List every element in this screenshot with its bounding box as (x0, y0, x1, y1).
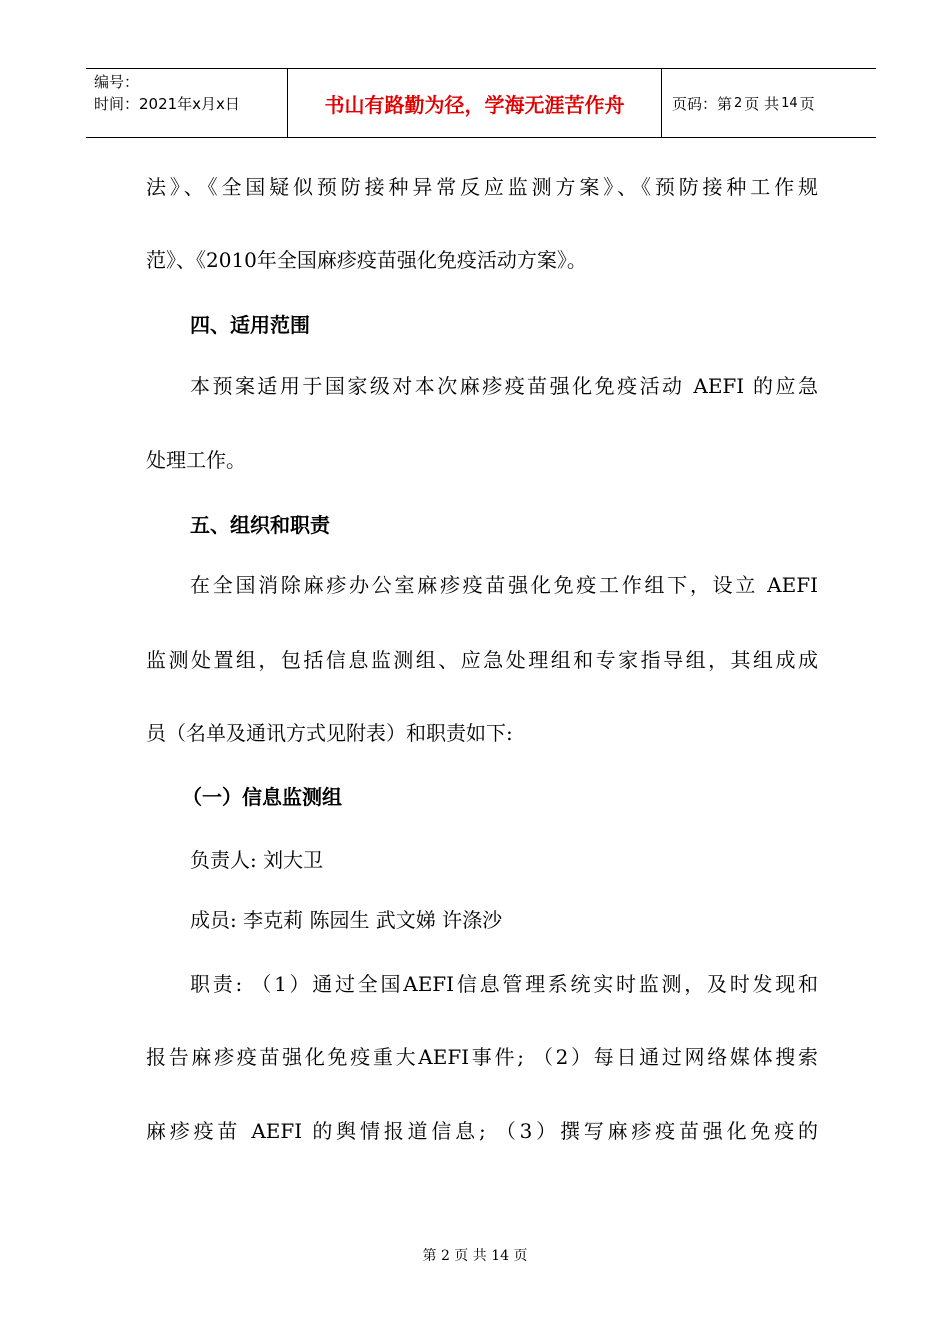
body-line-5: 在全国消除麻疹办公室麻疹疫苗强化免疫工作组下，设立 AEFI (190, 573, 818, 597)
header-page-info (662, 69, 876, 137)
subsection-heading-1: （一）信息监测组 (182, 785, 342, 809)
body-line-8: 职责: （1）通过全国AEFI信息管理系统实时监测，及时发现和 (190, 972, 818, 996)
body-line-6: 监测处置组，包括信息监测组、应急处理组和专家指导组，其组成成 (146, 648, 818, 672)
body-line-2: 范》、《2010年全国麻疹疫苗强化免疫活动方案》。 (146, 248, 587, 272)
body-line-4: 处理工作。 (146, 448, 246, 472)
page-header (86, 68, 876, 138)
section-heading-5: 五、组织和职责 (190, 513, 330, 537)
page-footer: 第 2 页 共 14 页 (422, 1248, 528, 1264)
section-heading-4: 四、适用范围 (190, 313, 310, 337)
leader-line: 负责人: 刘大卫 (190, 848, 324, 872)
body-line-10: 麻疹疫苗 AEFI 的舆情报道信息; （3）撰写麻疹疫苗强化免疫的 (146, 1119, 818, 1143)
body-line-1: 法》、《全国疑似预防接种异常反应监测方案》、《预防接种工作规 (146, 175, 818, 199)
page-mid: 页 共 (744, 94, 780, 113)
body-line-3: 本预案适用于国家级对本次麻疹疫苗强化免疫活动 AEFI 的应急 (190, 374, 818, 398)
body-line-9: 报告麻疹疫苗强化免疫重大AEFI事件; （2）每日通过网络媒体搜索 (146, 1045, 818, 1069)
page-number: 2 (734, 95, 743, 111)
header-meta (86, 69, 288, 137)
members-line: 成员: 李克莉 陈园生 武文娣 许涤沙 (190, 908, 503, 932)
page-total: 14 (781, 95, 798, 111)
time-label: 时间：2021年x月x日 (94, 95, 240, 113)
serial-label: 编号： (94, 73, 140, 91)
page-prefix: 页码：第 (672, 94, 733, 113)
page-suffix: 页 (799, 94, 815, 113)
body-line-7: 员（名单及通讯方式见附表）和职责如下: (146, 721, 513, 745)
header-motto: 书山有路勤为径，学海无涯苦作舟 (288, 69, 662, 137)
